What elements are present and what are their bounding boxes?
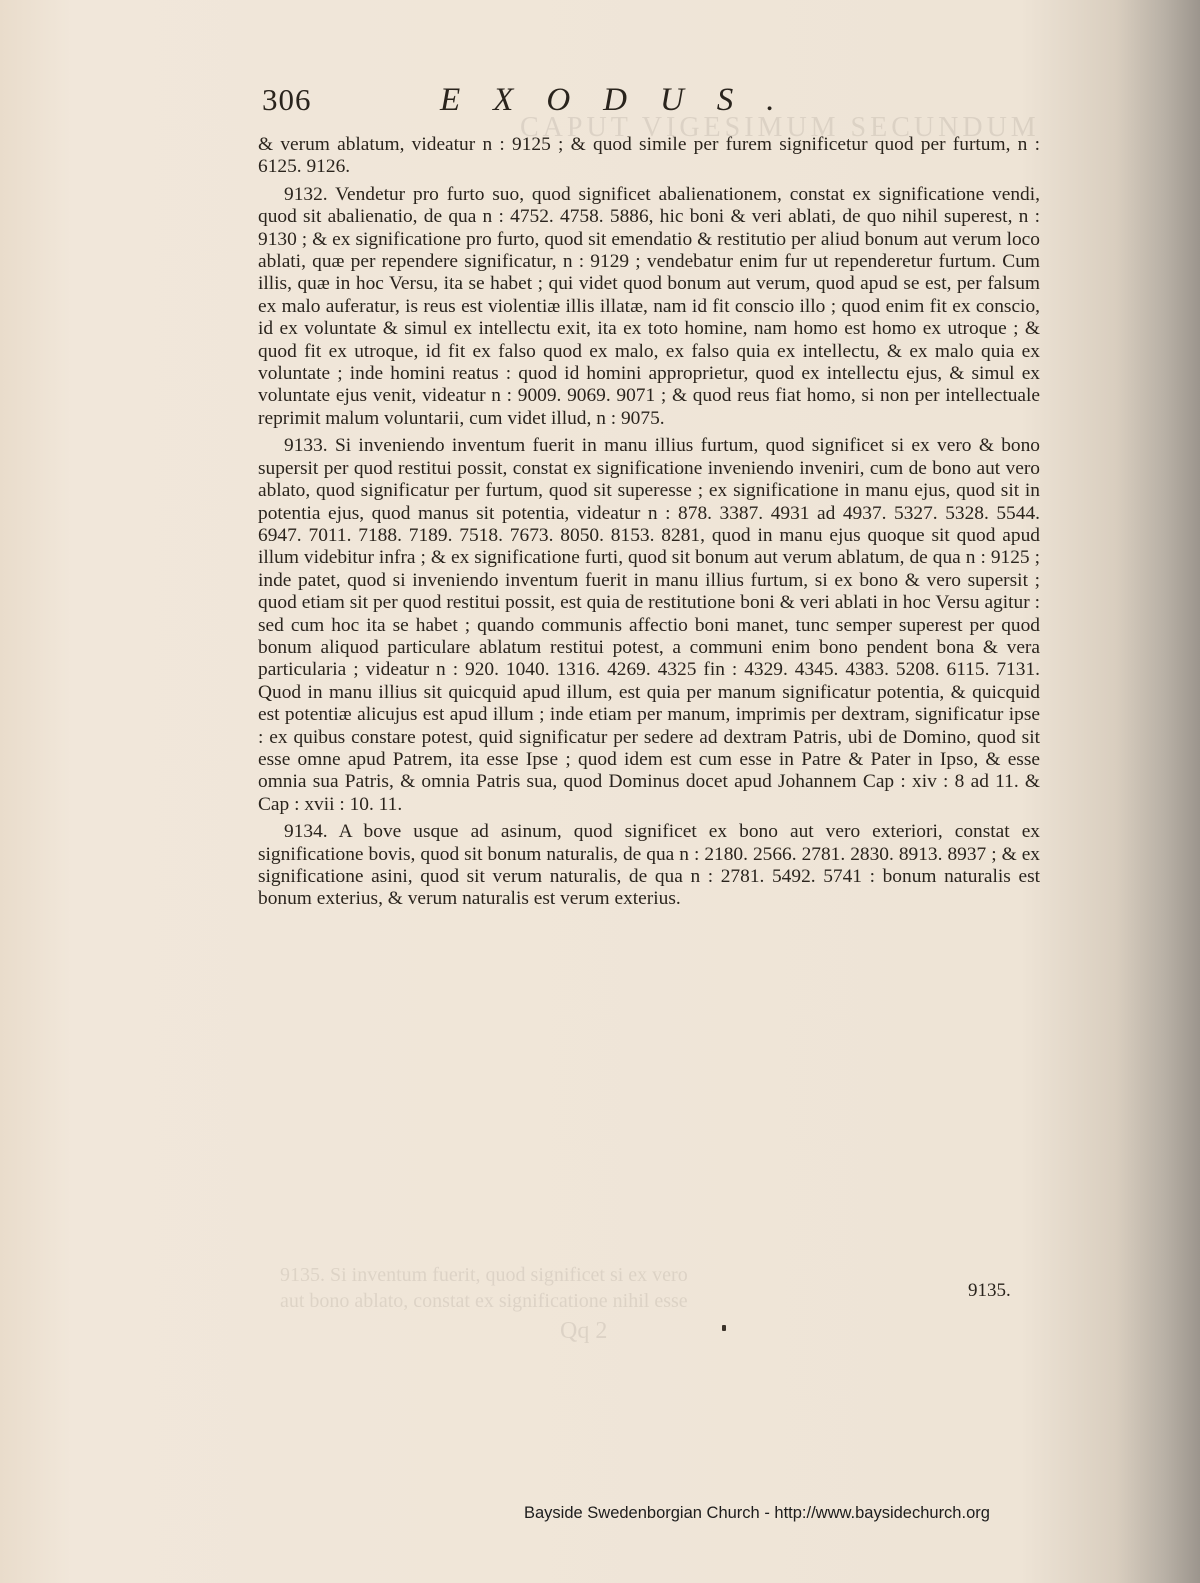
watermark-footer: Bayside Swedenborgian Church - http://www.baysidechurch.org [524, 1504, 990, 1522]
paragraph-9132: 9132. Vendetur pro furto suo, quod significet abalienationem, constat ex significatione vendi, quod sit abalienatio, de qua n : 4752. 4758. 5886, hic boni & veri ablati, de quo nihil superest, n : 9130 ; & ex significatione pro furto, quod sit emendatio & restitutio per aliud bonum aut verum loco ablati, quæ per rependere significatur, n : 9129 ; vendebatur enim fur ut rependeretur furtum. Cum illis, quæ in hoc Versu, ita se habet ; qui videt quod bonum aut verum, quod apud se est, per falsum ex malo auferatur, is reus est violentiæ illis illatæ, nam id fit conscio illo ; quod enim fit ex conscio, id ex voluntate & simul ex intellectu exit, ita ex toto homine, nam homo est homo ex utroque ; & quod fit ex utroque, id fit ex falso quod ex malo, ex falso quia ex intellectu, & ex malo quia ex voluntate ; inde homini reatus : quod id homini approprietur, quod ex intellectu ejus, & simul ex voluntate ejus venit, videatur n : 9009. 9069. 9071 ; & quod reus fiat homo, si non per intellectuale reprimit malum voluntarii, cum videt illud, n : 9075. [258, 183, 1040, 429]
page-header [262, 82, 882, 126]
bleed-through-signature: Qq 2 [560, 1318, 608, 1344]
page-number: 306 [262, 82, 312, 117]
body-text [258, 134, 1040, 916]
ink-speck [722, 1325, 726, 1331]
paragraph-9133: 9133. Si inveniendo inventum fuerit in manu illius furtum, quod significet si ex vero & bono supersit per quod restitui possit, constat ex significatione inveniendo inveniri, cum de bono aut vero ablato, quod significatur per furtum, quod sit superesse ; ex significatione in manu ejus, quod sit in potentia ejus, quod manus sit potentia, videatur n : 878. 3387. 4931 ad 4937. 5327. 5328. 5544. 6947. 7011. 7188. 7189. 7518. 7673. 8050. 8153. 8281, quod in manu ejus quoque sit quod apud illum videbitur infra ; & ex significatione furti, quod sit bonum aut verum ablatum, de qua n : 9125 ; inde patet, quod si inveniendo inventum fuerit in manu illius furtum, si ex bono & vero supersit ; quod etiam sit per quod restitui possit, est quia de restitutione boni & veri ablati in hoc Versu agitur : sed cum hoc ita se habet ; quando communis affectio boni manet, tunc semper superest per quod bonum aliquod particulare ablatum restitui potest, a communi enim bono pendent bona & vera particularia ; videatur n : 920. 1040. 1316. 4269. 4325 fin : 4329. 4345. 4383. 5208. 6115. 7131. Quod in manu illius sit quicquid apud illum, est quia per manum significatur potentia, & quicquid est potentiæ alicujus est apud illum ; inde etiam per manum, imprimis per dextram, significatur ipse : ex quibus constare potest, quid significatur per sedere ad dextram Patris, ubi de Domino, quod sit esse omne apud Patrem, ita esse Ipse ; quod idem est cum esse in Patre & Pater in Ipso, & esse omnia sua Patris, & omnia Patris sua, quod Dominus docet apud Johannem Cap : xiv : 8 ad 11. & Cap : xvii : 10. 11. [258, 435, 1040, 815]
bleed-through-text: 9135. Si inventum fuerit, quod significet si ex vero [280, 1264, 688, 1286]
paragraph-9134: 9134. A bove usque ad asinum, quod significet ex bono aut vero exteriori, constat ex significatione bovis, quod sit bonum naturalis, de qua n : 2180. 2566. 2781. 2830. 8913. 8937 ; & ex significatione asini, quod sit verum naturalis, de qua n : 2781. 5492. 5741 : bonum naturalis est bonum exterius, & verum naturalis est verum exterius. [258, 821, 1040, 910]
catchword: 9135. [968, 1280, 1011, 1301]
running-title: EXODUS. [440, 82, 808, 118]
bleed-through-text: aut bono ablato, constat ex significatione nihil esse [280, 1290, 688, 1312]
bleed-through-text: CAPUT VIGESIMUM SECUNDUM [520, 112, 1040, 143]
paragraph: & verum ablatum, videatur n : 9125 ; & quod simile per furem significetur quod per furtum, n : 6125. 9126. [258, 134, 1040, 178]
